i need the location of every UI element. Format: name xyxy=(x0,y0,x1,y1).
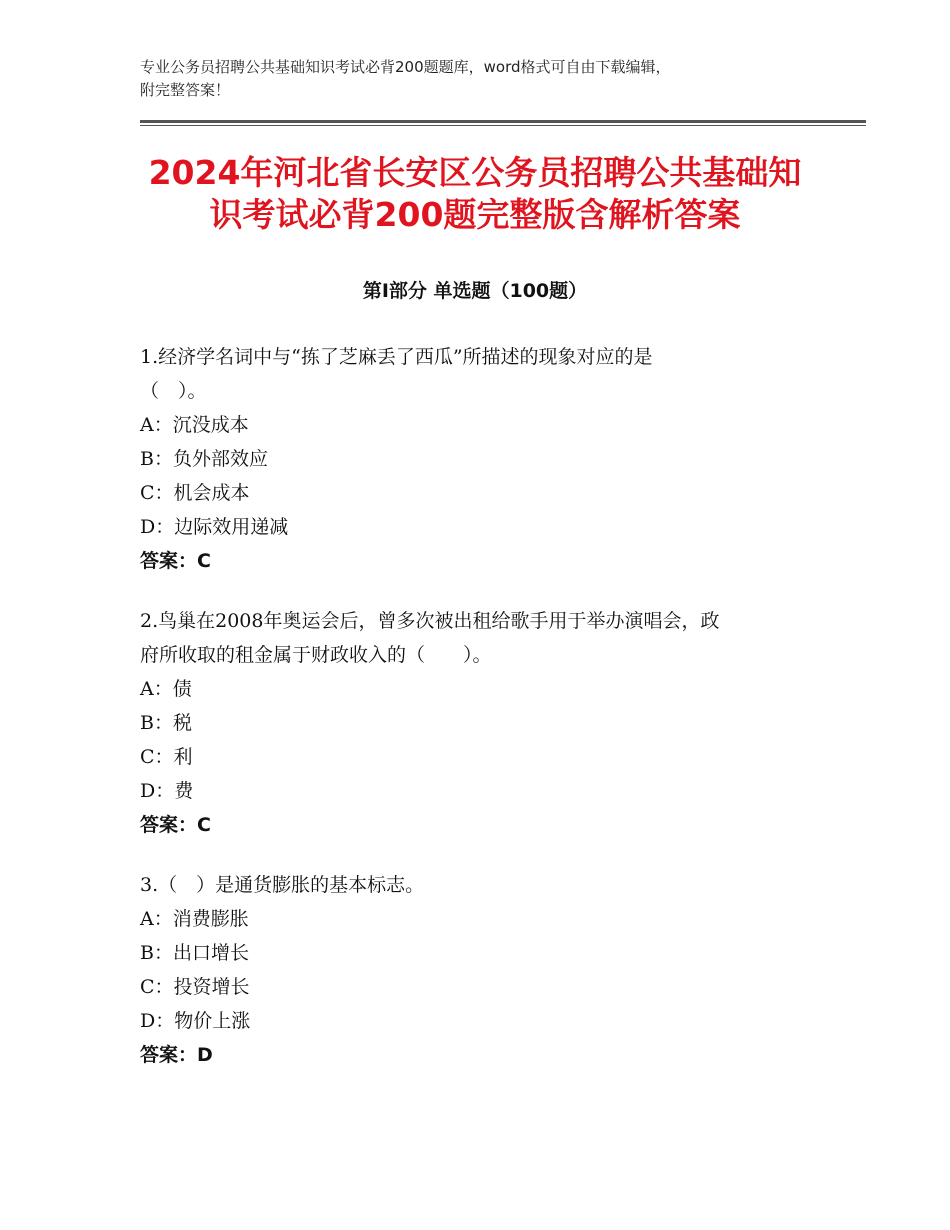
option-a: A：债 xyxy=(140,678,192,700)
answer: 答案：C xyxy=(140,550,211,572)
header-note-line2: 附完整答案！ xyxy=(140,81,231,99)
option-d: D：费 xyxy=(140,780,194,802)
option-d: D：物价上涨 xyxy=(140,1010,251,1032)
section-heading: 第Ⅰ部分 单选题（100题） xyxy=(362,280,588,302)
question-stem-line1: 3.（ ）是通货膨胀的基本标志。 xyxy=(140,874,425,896)
document-title-line1: 2024年河北省长安区公务员招聘公共基础知 xyxy=(148,153,802,192)
answer: 答案：D xyxy=(140,1044,213,1066)
document-title-line2: 识考试必背200题完整版含解析答案 xyxy=(209,195,741,234)
option-c: C：机会成本 xyxy=(140,482,250,504)
question-list xyxy=(140,340,820,1098)
header-note xyxy=(140,56,840,102)
header-rule-thin xyxy=(140,125,866,126)
question-stem-line2: 府所收取的租金属于财政收入的（ ）。 xyxy=(140,644,492,666)
option-c: C：利 xyxy=(140,746,193,768)
header-note-line1: 专业公务员招聘公共基础知识考试必背200题题库，word格式可自由下载编辑， xyxy=(140,58,671,76)
option-d: D：边际效用递减 xyxy=(140,516,289,538)
question-stem-line1: 2.鸟巢在2008年奥运会后，曾多次被出租给歌手用于举办演唱会，政 xyxy=(140,610,720,632)
option-c: C：投资增长 xyxy=(140,976,250,998)
option-a: A：消费膨胀 xyxy=(140,908,249,930)
option-a: A：沉没成本 xyxy=(140,414,249,436)
header-rule-thick xyxy=(140,120,866,123)
question-2 xyxy=(140,604,820,842)
question-stem-line1: 1.经济学名词中与“拣了芝麻丢了西瓜”所描述的现象对应的是 xyxy=(140,346,653,368)
option-b: B：税 xyxy=(140,712,192,734)
answer: 答案：C xyxy=(140,814,211,836)
option-b: B：出口增长 xyxy=(140,942,249,964)
question-1 xyxy=(140,340,820,578)
option-b: B：负外部效应 xyxy=(140,448,268,470)
question-stem-line2: （ ）。 xyxy=(140,380,207,402)
question-3 xyxy=(140,868,820,1072)
document-title xyxy=(110,152,840,236)
